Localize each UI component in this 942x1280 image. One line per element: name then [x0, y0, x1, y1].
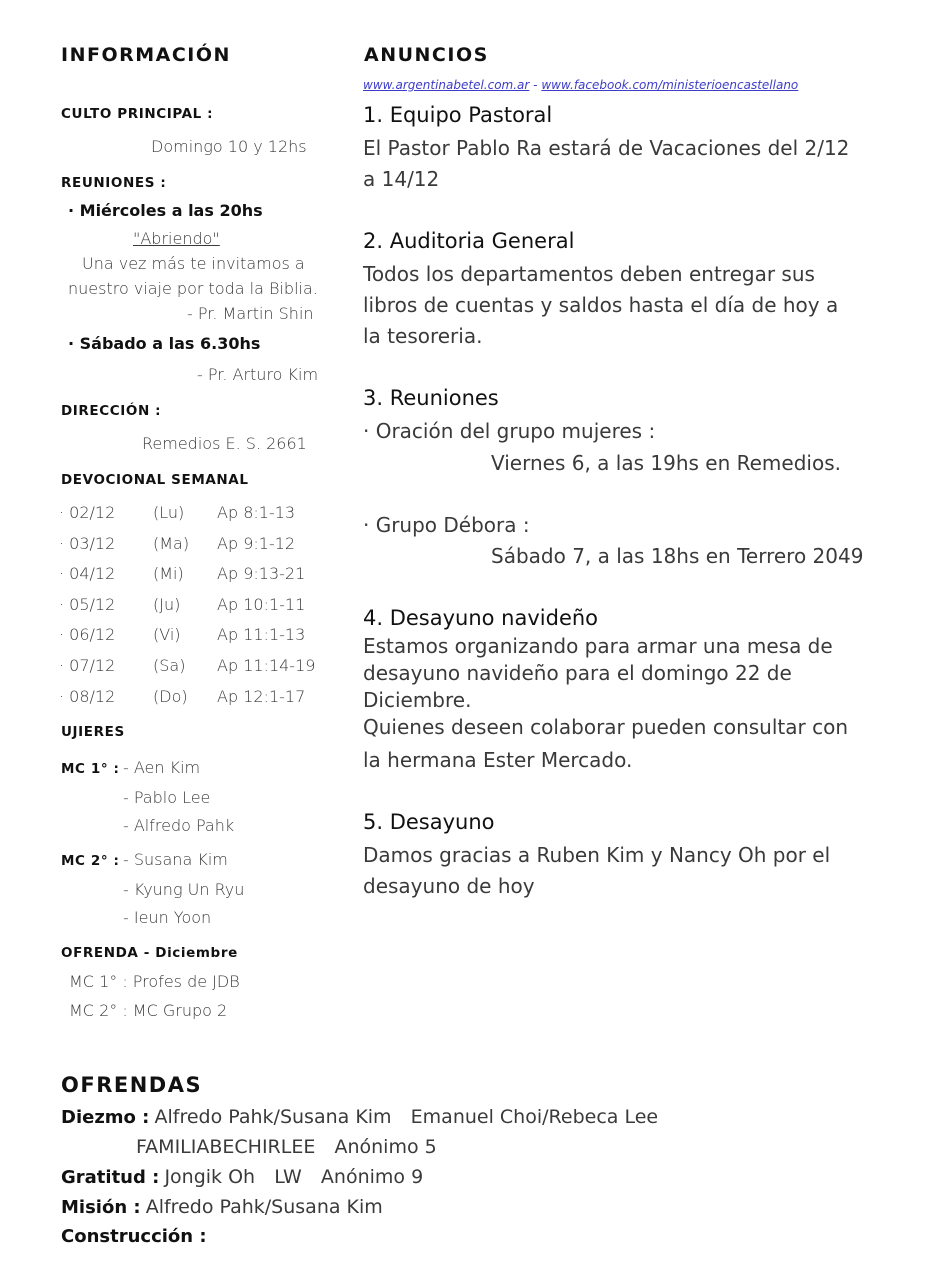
- ofrenda-line2: MC 2° : MC Grupo 2: [69, 1001, 228, 1020]
- anuncio-4-line2: desayuno navideño para el domingo 22 de: [363, 661, 792, 685]
- mc1-name: - Pablo Lee: [123, 788, 211, 807]
- mc2-name: - Kyung Un Ryu: [123, 880, 245, 899]
- diezmo-value: Emanuel Choi/Rebeca Lee: [410, 1106, 659, 1128]
- reuniones-heading: REUNIONES :: [61, 175, 167, 191]
- ofrenda-line1: MC 1° : Profes de JDB: [69, 972, 240, 991]
- dev-day: (Mi): [153, 564, 184, 583]
- gratitud-label: Gratitud :: [61, 1167, 160, 1188]
- diezmo-row-2: [136, 1136, 437, 1158]
- anuncio-2-line2: libros de cuentas y saldos hasta el día de hoy a: [363, 293, 839, 317]
- gratitud-value: Anónimo 9: [320, 1166, 424, 1188]
- devocional-row: [59, 534, 295, 553]
- anuncio-3-line3: · Grupo Débora :: [363, 513, 530, 537]
- anuncio-4-line5: la hermana Ester Mercado.: [363, 748, 633, 772]
- dev-ref: Ap 9:13-21: [217, 564, 306, 583]
- devocional-row: [59, 656, 315, 675]
- mc2-name: - Ieun Yoon: [123, 908, 212, 927]
- dev-day: (Sa): [153, 656, 186, 675]
- construccion-row: [61, 1226, 207, 1247]
- ofrendas-title: OFRENDAS: [61, 1073, 203, 1097]
- ofrenda-heading: OFRENDA - Diciembre: [61, 945, 238, 961]
- anuncio-1-title: 1. Equipo Pastoral: [363, 103, 553, 127]
- devocional-row: [59, 625, 305, 644]
- anuncio-3-line1: · Oración del grupo mujeres :: [363, 419, 656, 443]
- dev-ref: Ap 11:1-13: [217, 625, 306, 644]
- anuncio-3-title: 3. Reuniones: [363, 386, 499, 410]
- reunion-sat-title: · Sábado a las 6.30hs: [68, 334, 261, 353]
- culto-heading: CULTO PRINCIPAL :: [61, 106, 214, 122]
- dev-date: · 06/12: [59, 625, 116, 644]
- gratitud-row: [61, 1166, 423, 1188]
- dev-ref: Ap 9:1-12: [217, 534, 296, 553]
- gratitud-value: LW: [274, 1166, 302, 1188]
- website-link[interactable]: www.argentinabetel.com.ar: [363, 78, 530, 92]
- anuncio-2-line3: la tesoreria.: [363, 324, 483, 348]
- anuncio-4-line1: Estamos organizando para armar una mesa de: [363, 634, 833, 658]
- dev-date: · 02/12: [59, 503, 116, 522]
- anuncio-3-line4: Sábado 7, a las 18hs en Terrero 2049: [491, 544, 864, 568]
- mc1-label: MC 1° :: [61, 761, 120, 777]
- mision-value: Alfredo Pahk/Susana Kim: [145, 1196, 383, 1218]
- diezmo-value: FAMILIABECHIRLEE: [136, 1136, 316, 1158]
- diezmo-value: Alfredo Pahk/Susana Kim: [154, 1106, 392, 1128]
- anuncio-5-line2: desayuno de hoy: [363, 874, 535, 898]
- anuncio-4-title: 4. Desayuno navideño: [363, 606, 599, 630]
- reunion-wed-name: "Abriendo": [133, 229, 220, 248]
- diezmo-row: [61, 1106, 658, 1128]
- anuncio-5-title: 5. Desayuno: [363, 810, 495, 834]
- dev-date: · 08/12: [59, 687, 116, 706]
- dev-ref: Ap 10:1-11: [217, 595, 306, 614]
- anuncio-4-line3: Diciembre.: [363, 688, 472, 712]
- mc2-name: - Susana Kim: [123, 850, 228, 869]
- culto-time: Domingo 10 y 12hs: [151, 137, 307, 156]
- direccion-address: Remedios E. S. 2661: [142, 434, 307, 453]
- dev-day: (Ju): [153, 595, 181, 614]
- dev-ref: Ap 12:1-17: [217, 687, 306, 706]
- diezmo-value: Anónimo 5: [334, 1136, 437, 1158]
- mision-label: Misión :: [61, 1197, 141, 1218]
- devocional-heading: DEVOCIONAL SEMANAL: [61, 472, 249, 488]
- devocional-row: [59, 687, 305, 706]
- mc2-label: MC 2° :: [61, 853, 120, 869]
- diezmo-label: Diezmo :: [61, 1107, 150, 1128]
- dev-date: · 07/12: [59, 656, 116, 675]
- reunion-wed-line2: nuestro viaje por toda la Biblia.: [68, 279, 318, 298]
- anuncio-1-line2: a 14/12: [363, 167, 440, 191]
- devocional-row: [59, 564, 305, 583]
- anuncio-3-line2: Viernes 6, a las 19hs en Remedios.: [491, 451, 841, 475]
- mision-row: [61, 1196, 383, 1218]
- reunion-wed-speaker: - Pr. Martin Shin: [187, 304, 314, 323]
- dev-ref: Ap 11:14-19: [217, 656, 316, 675]
- mc1-name: - Aen Kim: [123, 758, 201, 777]
- dev-day: (Do): [153, 687, 188, 706]
- anuncio-1-line1: El Pastor Pablo Ra estará de Vacaciones del 2/12: [363, 136, 850, 160]
- devocional-row: [59, 595, 305, 614]
- dev-date: · 05/12: [59, 595, 116, 614]
- dev-date: · 04/12: [59, 564, 116, 583]
- links-row: [363, 74, 798, 93]
- anuncio-2-line1: Todos los departamentos deben entregar sus: [363, 262, 815, 286]
- construccion-label: Construcción :: [61, 1226, 207, 1247]
- informacion-title: INFORMACIÓN: [61, 44, 231, 66]
- direccion-heading: DIRECCIÓN :: [61, 403, 162, 419]
- mc1-name: - Alfredo Pahk: [123, 816, 235, 835]
- dev-day: (Ma): [153, 534, 190, 553]
- anuncio-4-line4: Quienes deseen colaborar pueden consultar con: [363, 715, 848, 739]
- reunion-wed-title: · Miércoles a las 20hs: [68, 201, 263, 220]
- anuncios-title: ANUNCIOS: [364, 44, 489, 66]
- dev-day: (Lu): [153, 503, 185, 522]
- links-separator: -: [529, 78, 542, 92]
- dev-day: (Vi): [153, 625, 181, 644]
- anuncio-2-title: 2. Auditoria General: [363, 229, 575, 253]
- dev-ref: Ap 8:1-13: [217, 503, 296, 522]
- reunion-wed-line1: Una vez más te invitamos a: [82, 254, 305, 273]
- gratitud-value: Jongik Oh: [164, 1166, 256, 1188]
- anuncio-5-line1: Damos gracias a Ruben Kim y Nancy Oh por el: [363, 843, 831, 867]
- ujieres-heading: UJIERES: [61, 724, 125, 740]
- dev-date: · 03/12: [59, 534, 116, 553]
- facebook-link[interactable]: www.facebook.com/ministerioencastellano: [541, 78, 799, 92]
- reunion-sat-speaker: - Pr. Arturo Kim: [197, 365, 319, 384]
- devocional-row: [59, 503, 295, 522]
